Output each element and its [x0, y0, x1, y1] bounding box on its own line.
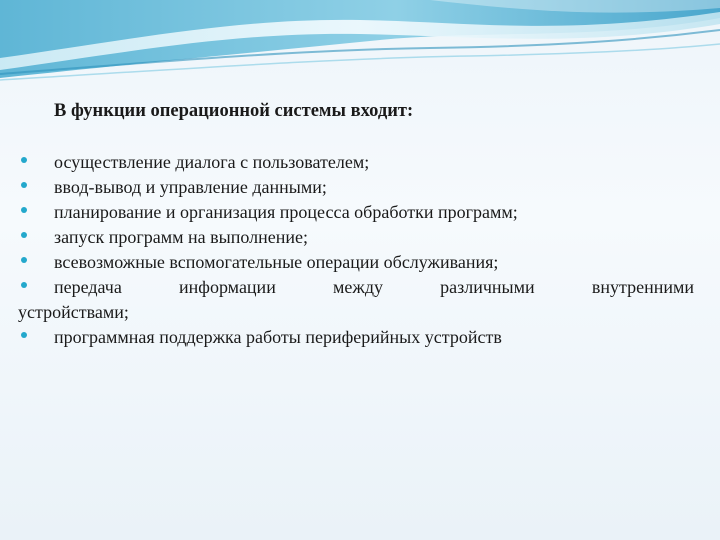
bullet-dot-icon [21, 332, 27, 338]
list-item-text: запуск программ на выполнение; [54, 227, 308, 247]
bullet-dot-icon [21, 207, 27, 213]
bullet-list [18, 150, 694, 350]
list-item-text: осуществление диалога с пользователем; [54, 152, 370, 172]
list-item [18, 150, 694, 175]
list-item-text: ввод-вывод и управление данными; [54, 177, 327, 197]
list-item [18, 175, 694, 200]
list-item [18, 275, 694, 325]
list-item-word: внутренними [591, 277, 694, 297]
list-item-word: между [333, 277, 383, 297]
header-wave-decoration [0, 0, 720, 90]
list-item-text: планирование и организация процесса обработки программ; [54, 202, 518, 222]
list-item [18, 225, 694, 250]
list-item [18, 200, 694, 225]
list-item [18, 250, 694, 275]
list-item-text-line-1 [54, 275, 694, 300]
list-item-text-line-2: устройствами; [18, 302, 129, 322]
list-item-word: передача [54, 277, 122, 297]
bullet-dot-icon [21, 157, 27, 163]
list-item-text: всевозможные вспомогательные операции обслуживания; [54, 252, 499, 272]
list-item-word: информации [179, 277, 276, 297]
bullet-dot-icon [21, 232, 27, 238]
list-item-text: программная поддержка работы периферийных устройств [54, 327, 502, 347]
list-item [18, 325, 694, 350]
bullet-dot-icon [21, 182, 27, 188]
bullet-dot-icon [21, 257, 27, 263]
slide-heading: В функции операционной системы входит: [54, 101, 414, 121]
list-item-word: различными [440, 277, 535, 297]
bullet-dot-icon [21, 282, 27, 288]
